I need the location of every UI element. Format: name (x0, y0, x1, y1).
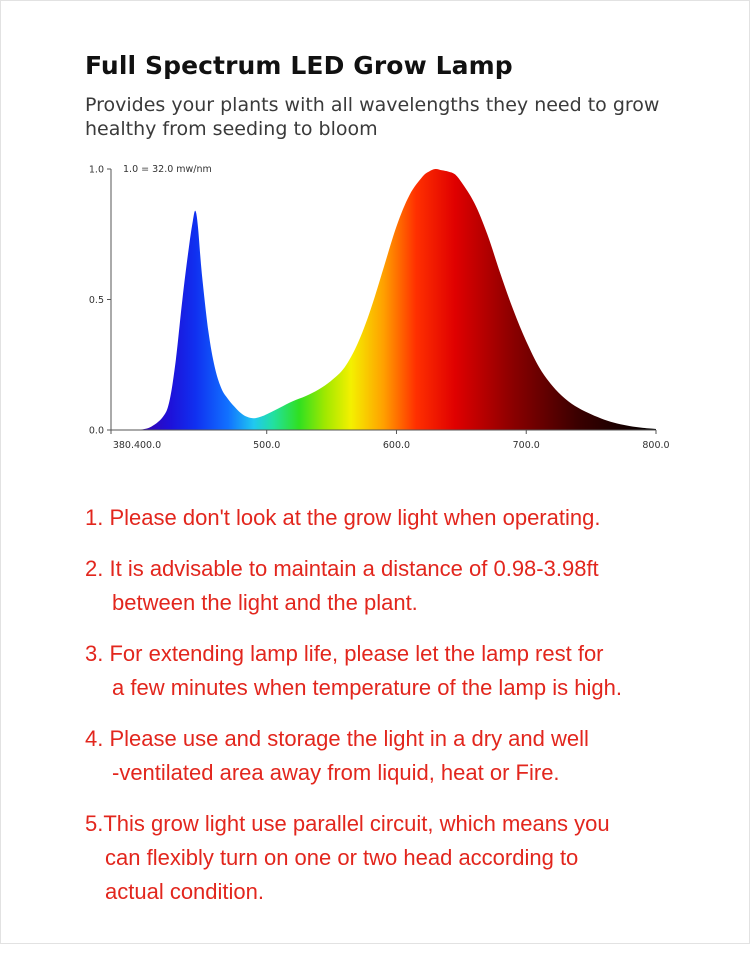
note-text: Please use and storage the light in a dry and well (109, 726, 589, 751)
x-tick-label: 800.0 (642, 440, 670, 451)
x-tick-label: 500.0 (253, 440, 281, 451)
note-number: 3. (85, 641, 104, 666)
spectrum-chart (81, 153, 681, 463)
x-tick-label: 380.400.0 (112, 440, 162, 451)
note-number: 1. (85, 505, 104, 530)
note-number: 5. (85, 811, 104, 836)
notes-list (85, 501, 725, 926)
note-number: 2. (85, 556, 104, 581)
x-tick-label: 700.0 (512, 440, 540, 451)
y-tick-label: 0.5 (88, 295, 104, 306)
note-number: 4. (85, 726, 104, 751)
note-item (85, 807, 725, 909)
note-text-continued: can flexibly turn on one or two head according to (105, 845, 579, 870)
y-tick-label: 0.0 (88, 425, 104, 437)
note-text-continued: -ventilated area away from liquid, heat or Fire. (112, 760, 560, 785)
note-text: This grow light use parallel circuit, which means you (103, 811, 610, 836)
chart-annotation: 1.0 = 32.0 mw/nm (123, 164, 212, 175)
x-tick-label: 600.0 (382, 440, 411, 451)
note-item (85, 722, 725, 790)
note-text: It is advisable to maintain a distance of 0.98-3.98ft (109, 556, 599, 581)
y-tick-label: 1.0 (88, 164, 104, 176)
note-text: For extending lamp life, please let the lamp rest for (109, 641, 604, 666)
x-axis-ticks (111, 430, 670, 451)
y-axis-ticks (89, 165, 111, 437)
note-text: Please don't look at the grow light when operating. (109, 505, 601, 530)
note-item (85, 552, 725, 620)
note-text-continued: a few minutes when temperature of the lamp is high. (112, 675, 622, 700)
note-text-continued: actual condition. (105, 879, 264, 904)
note-item (85, 501, 725, 535)
note-item (85, 637, 725, 705)
spectrum-area (137, 169, 656, 430)
page-title: Full Spectrum LED Grow Lamp (85, 51, 513, 80)
page-subtitle: Provides your plants with all wavelengths they need to grow healthy from seeding to bloom (85, 94, 660, 140)
note-text-continued: between the light and the plant. (112, 590, 418, 615)
